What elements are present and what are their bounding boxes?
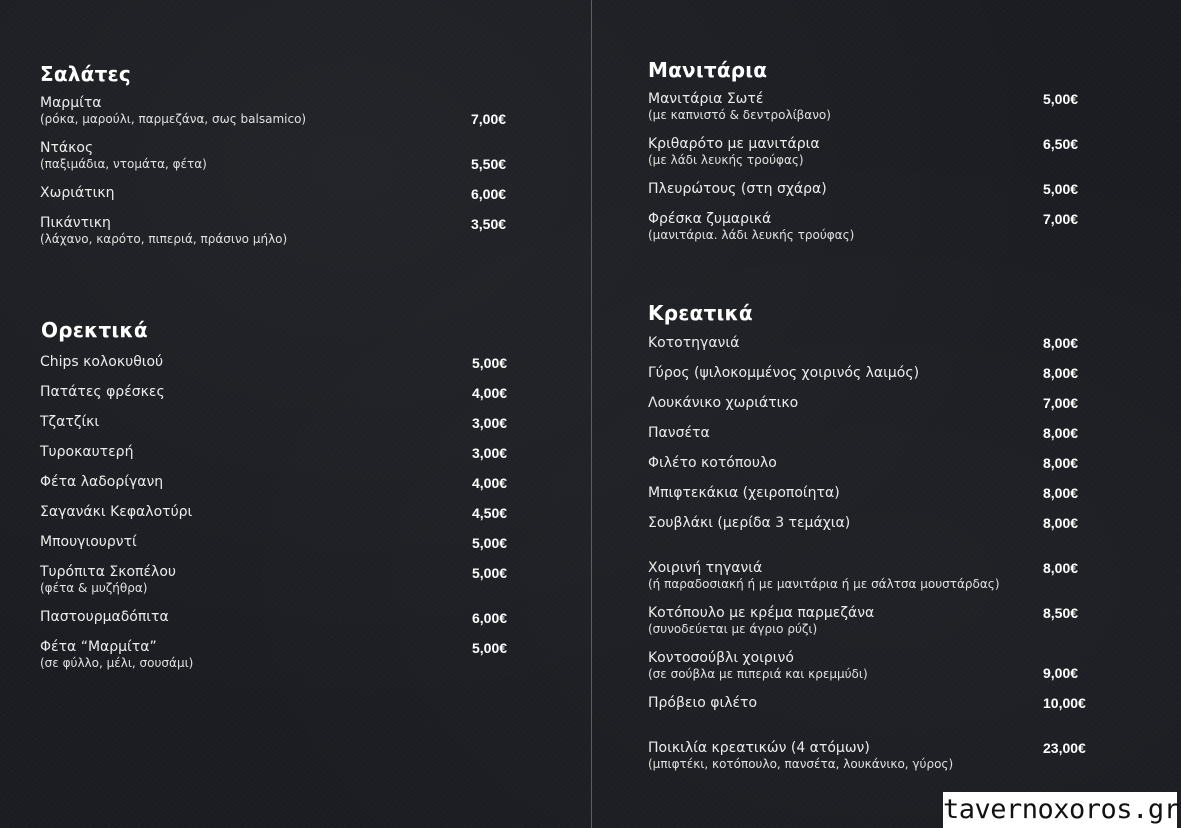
- item-description: (ή παραδοσιακή ή με μανιτάρια ή με σάλτσα μουστάρδας): [648, 577, 1000, 591]
- item-name: Πατάτες φρέσκες: [40, 384, 165, 400]
- item-price: 5,00€: [1043, 91, 1079, 107]
- item-name: Χωριάτικη: [40, 185, 115, 201]
- item-description: (μπιφτέκι, κοτόπουλο, πανσέτα, λουκάνικο, γύρος): [648, 757, 954, 771]
- menu-item: [40, 140, 207, 171]
- item-description: (συνοδεύεται με άγριο ρύζι): [648, 622, 818, 636]
- item-name: Πικάντικη: [40, 215, 111, 231]
- item-name: Μαρμίτα: [40, 95, 102, 111]
- section-orektika: [41, 318, 148, 342]
- item-description: (ρόκα, μαρούλι, παρμεζάνα, σως balsamico): [40, 112, 307, 126]
- section-title: Ορεκτικά: [41, 318, 148, 342]
- item-price: 8,00€: [1043, 485, 1079, 501]
- item-price: 4,50€: [472, 505, 508, 521]
- section-manitaria: [648, 58, 767, 82]
- item-description: (με καπνιστό & δεντρολίβανο): [648, 108, 831, 122]
- item-price: 6,50€: [1043, 136, 1079, 152]
- section-salates: [40, 62, 131, 86]
- item-name: Κοτοτηγανιά: [648, 335, 740, 351]
- item-name: Γύρος (ψιλοκομμένος χοιρινός λαιμός): [648, 365, 920, 381]
- item-price: 8,00€: [1043, 365, 1079, 381]
- item-description: (σε φύλλο, μέλι, σουσάμι): [40, 656, 194, 670]
- section-title: Κρεατικά: [648, 301, 753, 325]
- menu-item: [40, 215, 287, 246]
- item-price: 6,00€: [471, 186, 507, 202]
- item-name: Τζατζίκι: [40, 414, 100, 430]
- item-price: 5,50€: [471, 156, 507, 172]
- item-price: 5,00€: [472, 640, 508, 656]
- item-price: 3,00€: [472, 415, 508, 431]
- menu-item: [648, 560, 1000, 591]
- item-price: 4,00€: [472, 475, 508, 491]
- menu-item: [40, 95, 306, 126]
- item-name: Τυρόπιτα Σκοπέλου: [40, 564, 176, 580]
- item-name: Πλευρώτους (στη σχάρα): [648, 181, 827, 197]
- menu-item: [648, 335, 739, 351]
- item-price: 5,00€: [472, 565, 508, 581]
- menu-item: [648, 605, 874, 636]
- watermark: tavernoxoros.gr: [943, 792, 1177, 828]
- item-name: Ποικιλία κρεατικών (4 ατόμων): [648, 740, 870, 756]
- menu-item: [40, 444, 133, 460]
- column-divider: [591, 0, 592, 828]
- item-description: (σε σούβλα με πιπεριά και κρεμμύδι): [648, 667, 868, 681]
- item-price: 23,00€: [1043, 740, 1086, 756]
- item-name: Λουκάνικο χωριάτικο: [648, 395, 799, 411]
- item-price: 7,00€: [1043, 211, 1079, 227]
- item-name: Πρόβειο φιλέτο: [648, 695, 758, 711]
- item-price: 8,00€: [1043, 425, 1079, 441]
- menu-item: [648, 91, 831, 122]
- item-name: Ντάκος: [40, 140, 94, 156]
- menu-item: [648, 650, 868, 681]
- item-price: 8,50€: [1043, 605, 1079, 621]
- item-description: (με λάδι λευκής τρούφας): [648, 153, 804, 167]
- menu-item: [40, 564, 176, 595]
- item-name: Σουβλάκι (μερίδα 3 τεμάχια): [648, 515, 851, 531]
- item-name: Πανσέτα: [648, 425, 710, 441]
- item-price: 5,00€: [1043, 181, 1079, 197]
- menu-item: [648, 395, 798, 411]
- menu-item: [40, 354, 163, 370]
- item-price: 4,00€: [472, 385, 508, 401]
- menu-item: [648, 425, 710, 441]
- item-price: 5,00€: [472, 535, 508, 551]
- menu-item: [40, 384, 165, 400]
- item-name: Φέτα λαδορίγανη: [40, 474, 164, 490]
- item-name: Chips κολοκυθιού: [40, 354, 164, 370]
- menu-item: [40, 474, 163, 490]
- item-description: (φέτα & μυζήθρα): [40, 581, 148, 595]
- item-price: 7,00€: [1043, 395, 1079, 411]
- item-name: Παστουρμαδόπιτα: [40, 609, 169, 625]
- section-title: Μανιτάρια: [648, 58, 768, 82]
- menu-item: [40, 609, 169, 625]
- menu-item: [648, 136, 820, 167]
- item-name: Μπιφτεκάκια (χειροποίητα): [648, 485, 840, 501]
- menu-item: [40, 185, 114, 201]
- item-price: 9,00€: [1043, 665, 1079, 681]
- menu-item: [648, 455, 777, 471]
- menu-item: [648, 485, 840, 501]
- item-name: Χοιρινή τηγανιά: [648, 560, 763, 576]
- item-name: Τυροκαυτερή: [40, 444, 134, 460]
- item-name: Σαγανάκι Κεφαλοτύρι: [40, 504, 193, 520]
- item-price: 8,00€: [1043, 335, 1079, 351]
- item-price: 8,00€: [1043, 515, 1079, 531]
- item-price: 5,00€: [472, 355, 508, 371]
- item-price: 10,00€: [1043, 695, 1086, 711]
- item-name: Κοντοσούβλι χοιρινό: [648, 650, 794, 666]
- menu-item: [648, 365, 919, 381]
- item-name: Μανιτάρια Σωτέ: [648, 91, 764, 107]
- menu-item: [40, 504, 192, 520]
- item-price: 7,00€: [471, 111, 507, 127]
- menu-item: [648, 515, 850, 531]
- menu-item: [40, 534, 137, 550]
- menu-item: [40, 639, 193, 670]
- item-name: Κοτόπουλο με κρέμα παρμεζάνα: [648, 605, 875, 621]
- item-name: Κριθαρότο με μανιτάρια: [648, 136, 820, 152]
- item-price: 3,00€: [472, 445, 508, 461]
- item-description: (μανιτάρια. λάδι λευκής τρούφας): [648, 228, 855, 242]
- item-price: 8,00€: [1043, 455, 1079, 471]
- item-description: (παξιμάδια, ντομάτα, φέτα): [40, 157, 207, 171]
- menu-item: [648, 740, 953, 771]
- section-kreatika: [648, 301, 753, 325]
- item-price: 8,00€: [1043, 560, 1079, 576]
- item-name: Φέτα “Μαρμίτα”: [40, 639, 157, 655]
- item-price: 6,00€: [472, 610, 508, 626]
- item-description: (λάχανο, καρότο, πιπεριά, πράσινο μήλο): [40, 232, 288, 246]
- item-name: Μπουγιουρντί: [40, 534, 137, 550]
- item-name: Φιλέτο κοτόπουλο: [648, 455, 777, 471]
- menu-item: [648, 211, 854, 242]
- item-name: Φρέσκα ζυμαρικά: [648, 211, 772, 227]
- section-title: Σαλάτες: [40, 62, 131, 86]
- item-price: 3,50€: [471, 216, 507, 232]
- menu-item: [648, 695, 757, 711]
- menu-item: [40, 414, 99, 430]
- menu-item: [648, 181, 827, 197]
